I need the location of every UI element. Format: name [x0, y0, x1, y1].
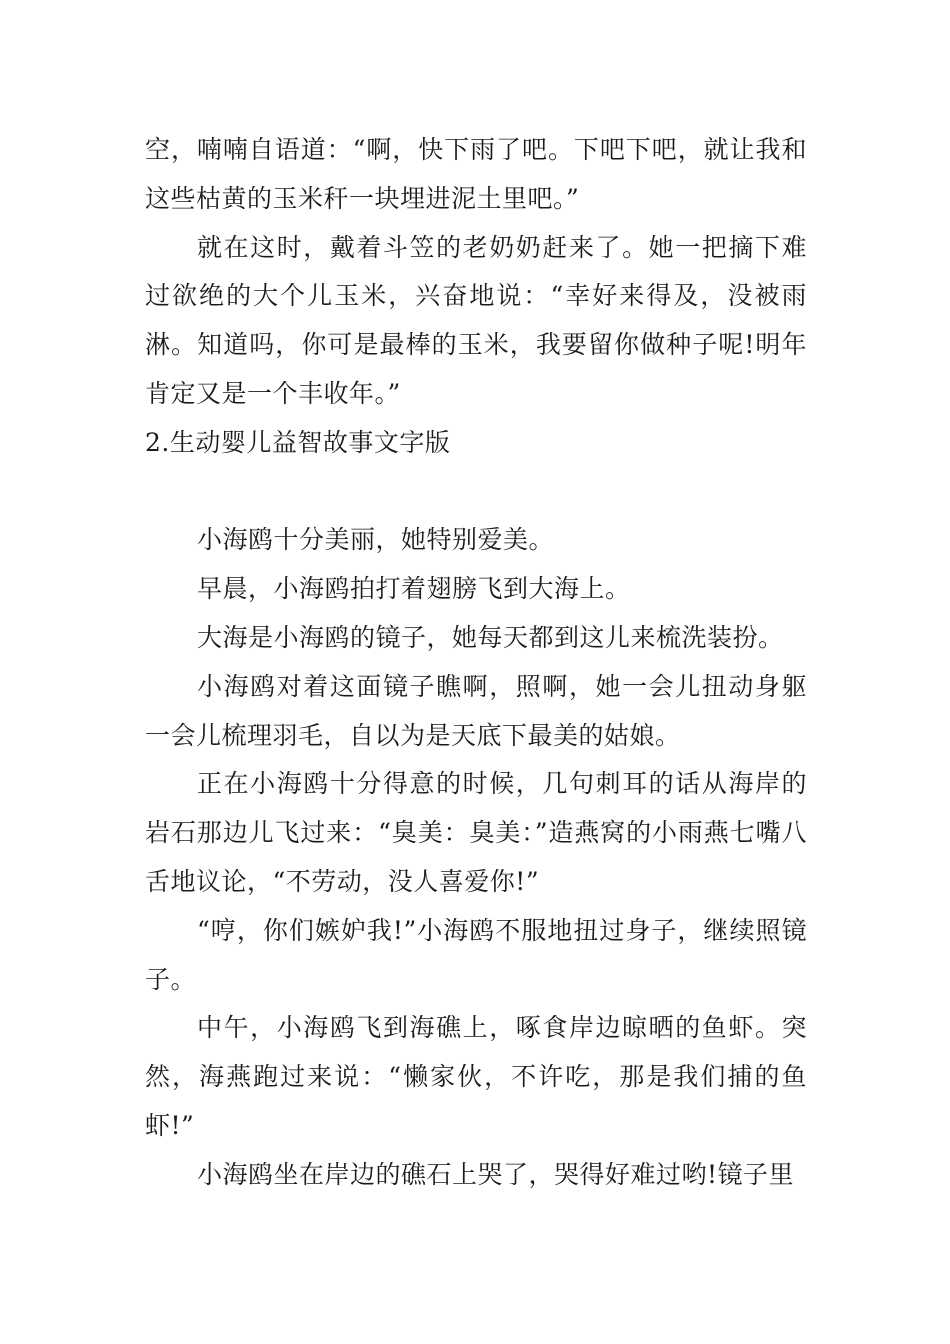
paragraph: 正在小海鸥十分得意的时候，几句刺耳的话从海岸的岩石那边儿飞过来：“臭美：臭美：”造燕窝的小雨燕七嘴八舌地议论，“不劳动，没人喜爱你!” — [145, 769, 807, 896]
blank-line — [145, 468, 807, 517]
section-heading: 2.生动婴儿益智故事文字版 — [145, 427, 451, 457]
paragraph: 早晨，小海鸥拍打着翅膀飞到大海上。 — [197, 574, 631, 604]
paragraph: 小海鸥对着这面镜子瞧啊，照啊，她一会儿扭动身躯一会儿梳理羽毛，自以为是天底下最美的姑娘。 — [145, 671, 807, 750]
paragraph: 中午，小海鸥飞到海礁上，啄食岸边晾晒的鱼虾。突然，海燕跑过来说：“懒家伙，不许吃，那是我们捕的鱼虾!” — [145, 1013, 807, 1140]
document-body — [145, 126, 807, 1200]
paragraph: “哼，你们嫉妒我!”小海鸥不服地扭过身子，继续照镜子。 — [145, 915, 807, 994]
paragraph: 大海是小海鸥的镜子，她每天都到这儿来梳洗装扮。 — [197, 622, 784, 652]
paragraph-continued: 空，喃喃自语道：“啊，快下雨了吧。下吧下吧，就让我和这些枯黄的玉米秆一块埋进泥土里吧。” — [145, 135, 807, 213]
paragraph: 小海鸥十分美丽，她特别爱美。 — [197, 525, 555, 555]
paragraph: 就在这时，戴着斗笠的老奶奶赶来了。她一把摘下难过欲绝的大个儿玉米，兴奋地说：“幸好来得及，没被雨淋。知道吗，你可是最棒的玉米，我要留你做种子呢!明年肯定又是一个丰收年。” — [145, 232, 807, 408]
paragraph: 小海鸥坐在岸边的礁石上哭了，哭得好难过哟!镜子里 — [197, 1159, 795, 1189]
